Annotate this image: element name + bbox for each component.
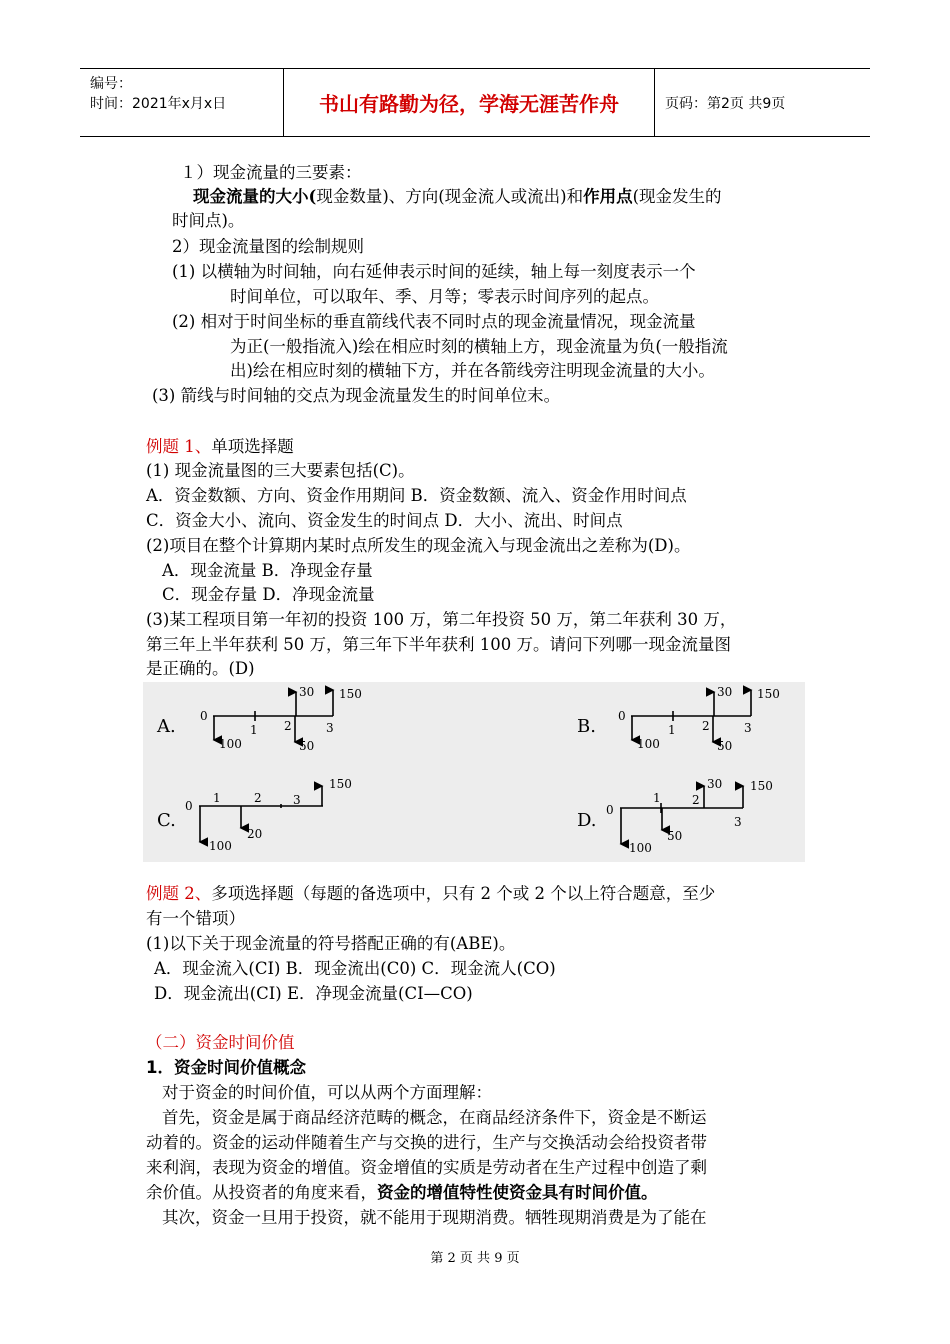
svg-text:3: 3 bbox=[326, 721, 334, 735]
diagram-d bbox=[577, 777, 773, 855]
example-1-title: 例题 1、单项选择题 bbox=[146, 437, 294, 456]
paragraph-line: 余价值。从投资者的角度来看，资金的增值特性使资金具有时间价值。 bbox=[146, 1183, 658, 1202]
svg-text:30: 30 bbox=[707, 777, 723, 791]
svg-text:50: 50 bbox=[667, 829, 683, 843]
number-label: 编号： bbox=[90, 76, 132, 92]
paragraph-line: 动着的。资金的运动伴随着生产与交换的进行，生产与交换活动会给投资者带 bbox=[146, 1133, 707, 1152]
svg-text:1: 1 bbox=[653, 791, 661, 805]
svg-text:150: 150 bbox=[750, 779, 773, 793]
rule-3: (3) 箭线与时间轴的交点为现金流量发生的时间单位末。 bbox=[152, 386, 561, 405]
options: D．现金流出(CI) E．净现金流量(CI—CO) bbox=[154, 984, 473, 1003]
text-line: 现金流量的大小(现金数量)、方向(现金流人或流出)和作用点(现金发生的 bbox=[193, 187, 722, 206]
svg-text:30: 30 bbox=[299, 685, 315, 699]
svg-text:0: 0 bbox=[606, 803, 614, 817]
paragraph-line: 首先，资金是属于商品经济范畴的概念，在商品经济条件下，资金是不断运 bbox=[162, 1108, 707, 1127]
rule-2-cont: 出)绘在相应时刻的横轴下方，并在各箭线旁注明现金流量的大小。 bbox=[230, 361, 715, 380]
svg-text:0: 0 bbox=[200, 709, 208, 723]
diagram-b bbox=[577, 685, 780, 753]
svg-text:100: 100 bbox=[637, 737, 660, 751]
rule-2: (2) 相对于时间坐标的垂直箭线代表不同时点的现金流量情况，现金流量 bbox=[172, 312, 696, 331]
options: A．现金流入(CI) B．现金流出(C0) C．现金流人(CO) bbox=[154, 959, 556, 978]
svg-text:0: 0 bbox=[185, 799, 193, 813]
paragraph-line: 对于资金的时间价值，可以从两个方面理解： bbox=[162, 1083, 492, 1102]
svg-text:1: 1 bbox=[213, 791, 221, 805]
question: (3)某工程项目第一年初的投资 100 万，第二年投资 50 万，第二年获利 30 万， bbox=[146, 610, 737, 629]
diagram-letter: A. bbox=[157, 716, 176, 737]
svg-text:2: 2 bbox=[692, 793, 700, 807]
rule-1-cont: 时间单位，可以取年、季、月等；零表示时间序列的起点。 bbox=[230, 287, 659, 306]
header-motto: 书山有路勤为径，学海无涯苦作舟 bbox=[284, 69, 655, 136]
text-line: 时间点)。 bbox=[172, 211, 245, 230]
svg-text:50: 50 bbox=[717, 739, 733, 753]
header-page-info: 页码：第2页 共9页 bbox=[665, 96, 786, 112]
section-heading: （二）资金时间价值 bbox=[146, 1033, 295, 1052]
svg-text:30: 30 bbox=[717, 685, 733, 699]
diagram-letter: D. bbox=[577, 810, 597, 831]
question: (1) 现金流量图的三大要素包括(C)。 bbox=[146, 461, 415, 480]
question: (1)以下关于现金流量的符号搭配正确的有(ABE)。 bbox=[146, 934, 516, 953]
example-2-title: 例题 2、多项选择题（每题的备选项中，只有 2 个或 2 个以上符合题意，至少 bbox=[146, 884, 716, 903]
question-cont: 是正确的。(D) bbox=[146, 659, 255, 678]
svg-text:3: 3 bbox=[744, 721, 752, 735]
svg-text:20: 20 bbox=[247, 827, 263, 841]
diagram-letter: B. bbox=[577, 716, 596, 737]
question: (2)项目在整个计算期内某时点所发生的现金流入与现金流出之差称为(D)。 bbox=[146, 536, 691, 555]
text-line: 2）现金流量图的绘制规则 bbox=[172, 237, 364, 256]
options: C．资金大小、流向、资金发生的时间点 D．大小、流出、时间点 bbox=[146, 511, 623, 530]
svg-text:150: 150 bbox=[329, 777, 352, 791]
options: C．现金存量 D．净现金流量 bbox=[162, 585, 375, 604]
svg-text:3: 3 bbox=[734, 815, 742, 829]
page-header bbox=[80, 68, 870, 137]
svg-text:2: 2 bbox=[254, 791, 262, 805]
text-line: １）现金流量的三要素： bbox=[180, 163, 362, 182]
svg-text:2: 2 bbox=[702, 719, 710, 733]
time-label: 时间：2021年x月x日 bbox=[90, 96, 227, 112]
page-footer: 第 2 页 共 9 页 bbox=[430, 1251, 520, 1266]
svg-text:150: 150 bbox=[757, 687, 780, 701]
paragraph-line: 来利润，表现为资金的增值。资金增值的实质是劳动者在生产过程中创造了剩 bbox=[146, 1158, 707, 1177]
options: A．现金流量 B．净现金存量 bbox=[162, 561, 373, 580]
subsection-heading: 1．资金时间价值概念 bbox=[146, 1058, 306, 1077]
svg-text:100: 100 bbox=[219, 737, 242, 751]
svg-text:1: 1 bbox=[250, 723, 258, 737]
diagram-letter: C. bbox=[157, 810, 176, 831]
svg-text:3: 3 bbox=[293, 793, 301, 807]
diagram-c bbox=[157, 777, 352, 853]
rule-1: (1) 以横轴为时间轴，向右延伸表示时间的延续，轴上每一刻度表示一个 bbox=[172, 262, 696, 281]
svg-text:100: 100 bbox=[209, 839, 232, 853]
question-cont: 第三年上半年获利 50 万，第三年下半年获利 100 万。请问下列哪一现金流量图 bbox=[146, 635, 731, 654]
svg-text:2: 2 bbox=[284, 719, 292, 733]
header-meta bbox=[80, 69, 284, 136]
svg-text:150: 150 bbox=[339, 687, 362, 701]
svg-text:100: 100 bbox=[629, 841, 652, 855]
paragraph-line: 其次，资金一旦用于投资，就不能用于现期消费。牺牲现期消费是为了能在 bbox=[162, 1208, 707, 1227]
svg-text:50: 50 bbox=[299, 739, 315, 753]
diagram-a bbox=[156, 685, 362, 753]
rule-2-cont: 为正(一般指流入)绘在相应时刻的横轴上方，现金流量为负(一般指流 bbox=[230, 337, 728, 356]
example-2-title-cont: 有一个错项） bbox=[146, 909, 245, 928]
options: A．资金数额、方向、资金作用期间 B．资金数额、流入、资金作用时间点 bbox=[146, 486, 687, 505]
svg-text:1: 1 bbox=[668, 723, 676, 737]
cash-flow-diagrams bbox=[143, 682, 805, 862]
svg-text:0: 0 bbox=[618, 709, 626, 723]
